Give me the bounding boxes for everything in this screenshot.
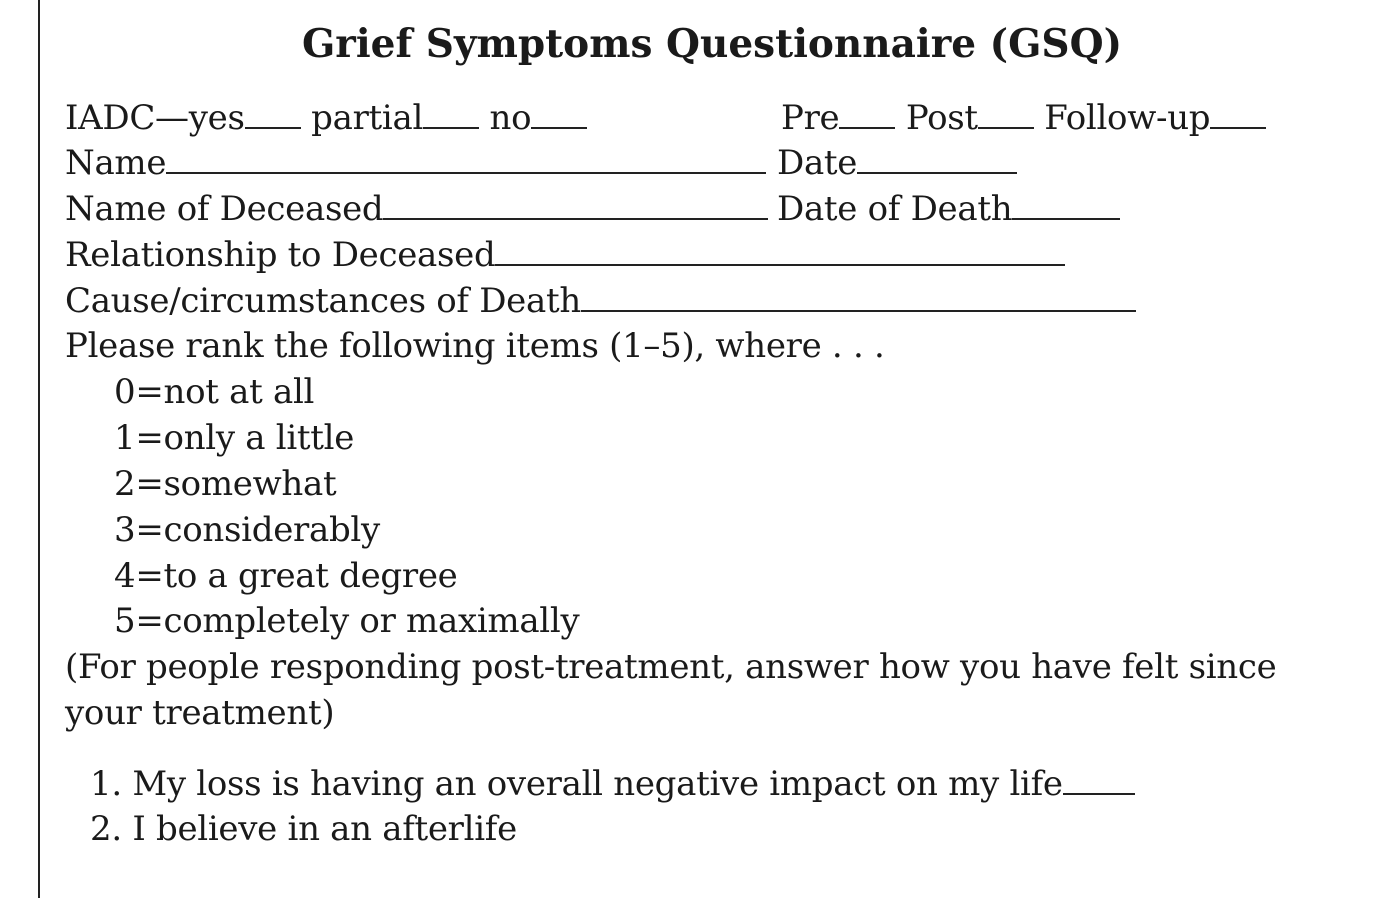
cause-label: Cause/circumstances of Death: [65, 281, 581, 321]
scale-item: 0=not at all: [114, 372, 315, 412]
question-text: My loss is having an overall negative impact on my life: [132, 764, 1063, 804]
relationship-blank[interactable]: [495, 234, 1065, 266]
cause-blank[interactable]: [581, 280, 1136, 312]
instructions: Please rank the following items (1–5), where . . .: [65, 326, 885, 366]
deceased-name-label: Name of Deceased: [65, 189, 384, 229]
cause-field: [65, 280, 1136, 321]
iadc-yes-blank[interactable]: [245, 97, 301, 129]
question-text: I believe in an afterlife: [132, 809, 517, 849]
question-number: 1.: [90, 764, 122, 804]
pre-blank[interactable]: [839, 97, 895, 129]
iadc-partial-blank[interactable]: [423, 97, 479, 129]
name-label: Name: [65, 143, 167, 183]
name-field: [65, 142, 766, 183]
name-blank[interactable]: [166, 142, 766, 174]
iadc-yes-label: IADC—yes: [65, 98, 245, 138]
question-answer-blank[interactable]: [1063, 763, 1135, 795]
post-blank[interactable]: [978, 97, 1034, 129]
date-label: Date: [777, 143, 858, 183]
iadc-no-blank[interactable]: [531, 97, 587, 129]
scale-item: 1=only a little: [114, 418, 355, 458]
iadc-row: [65, 97, 587, 138]
post-label: Post: [905, 98, 978, 138]
iadc-partial-label: partial: [311, 98, 424, 138]
question-item: [90, 763, 1135, 804]
relationship-label: Relationship to Deceased: [65, 235, 496, 275]
date-of-death-field: [777, 188, 1120, 229]
timing-row: [781, 97, 1266, 138]
scale-item: 4=to a great degree: [114, 556, 458, 596]
date-of-death-label: Date of Death: [777, 189, 1013, 229]
followup-blank[interactable]: [1210, 97, 1266, 129]
date-field: [777, 142, 1017, 183]
question-item: [90, 809, 517, 849]
page-title: Grief Symptoms Questionnaire (GSQ): [301, 21, 1123, 67]
date-blank[interactable]: [857, 142, 1017, 174]
iadc-no-label: no: [489, 98, 532, 138]
post-treatment-note-line1: (For people responding post-treatment, answer how you have felt since: [65, 647, 1277, 687]
followup-label: Follow-up: [1044, 98, 1211, 138]
scale-item: 2=somewhat: [114, 464, 337, 504]
deceased-name-blank[interactable]: [383, 188, 768, 220]
relationship-field: [65, 234, 1065, 275]
post-treatment-note-line2: your treatment): [65, 693, 335, 733]
date-of-death-blank[interactable]: [1012, 188, 1120, 220]
scale-item: 3=considerably: [114, 510, 380, 550]
pre-label: Pre: [781, 98, 840, 138]
deceased-name-field: [65, 188, 768, 229]
scale-item: 5=completely or maximally: [114, 601, 580, 641]
question-number: 2.: [90, 809, 122, 849]
